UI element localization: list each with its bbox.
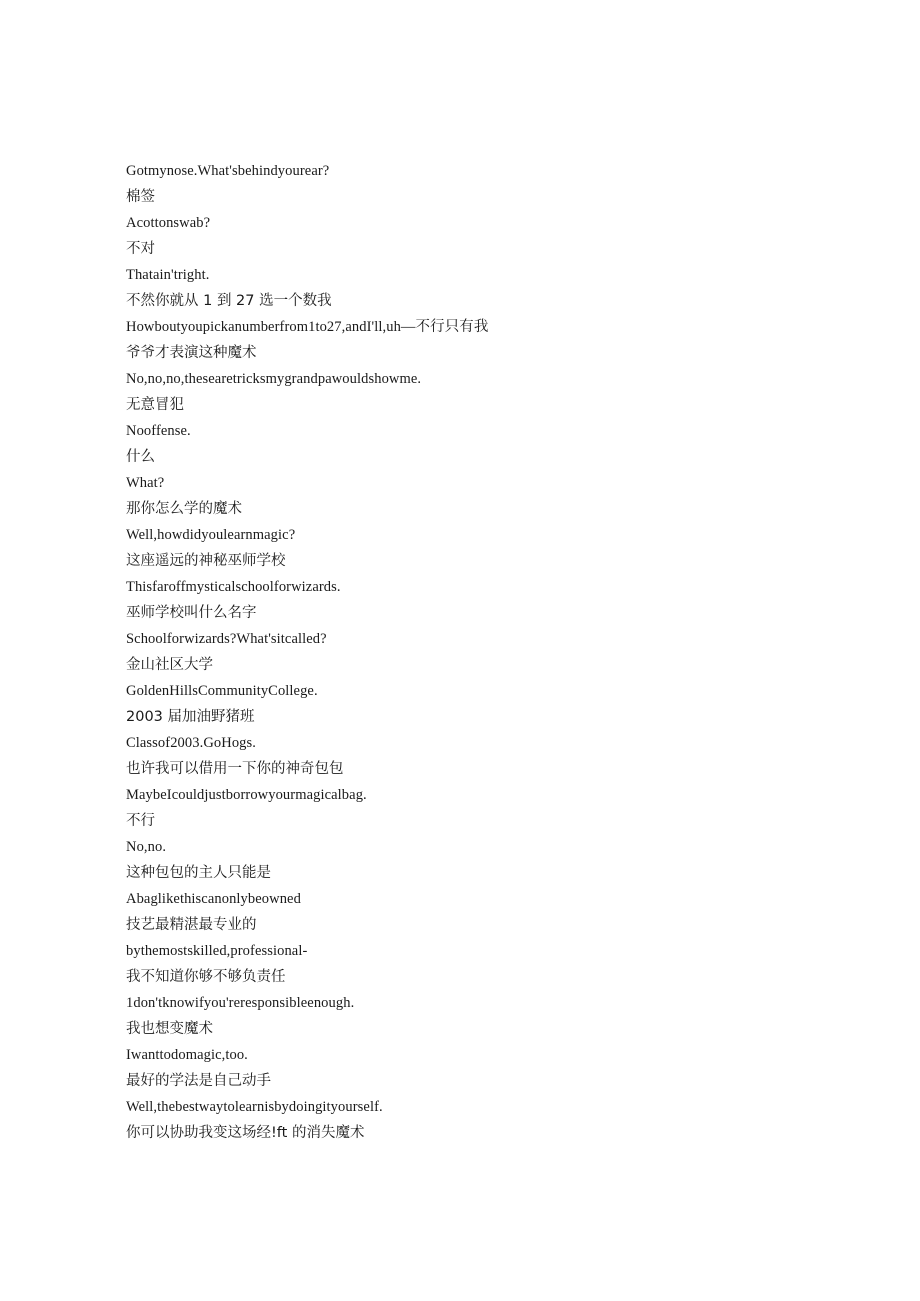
transcript-line-zh: 技艺最精湛最专业的 [126,917,257,933]
transcript-line-zh: 2003 届加油野猪班 [126,709,255,725]
transcript-line-zh: 棉签 [126,189,155,205]
transcript-line-en: Nooffense. [126,423,191,439]
transcript-line-en: Gotmynose.What'sbehindyourear? [126,163,330,179]
transcript-line-en: GoldenHillsCommunityCollege. [126,683,318,699]
transcript-line-en: MaybeIcouldjustborrowyourmagicalbag. [126,787,367,803]
transcript-line-zh: 我也想变魔术 [126,1021,213,1037]
transcript-line-zh: 什么 [126,449,155,465]
transcript-line-en: No,no,no,thesearetricksmygrandpawouldshowme. [126,371,422,387]
transcript-line-en: Well,howdidyoulearnmagic? [126,527,296,543]
transcript-line-zh: 无意冒犯 [126,397,184,413]
transcript-line-en: Iwanttodomagic,too. [126,1047,248,1063]
transcript-line-zh: 最好的学法是自己动手 [126,1073,271,1089]
transcript-line-zh: 这座遥远的神秘巫师学校 [126,553,286,569]
transcript-line-zh: 那你怎么学的魔术 [126,501,242,517]
transcript-line-en: No,no. [126,839,167,855]
transcript-line-en: 1don'tknowifyou'reresponsibleenough. [126,995,355,1011]
transcript-body [126,158,826,1146]
transcript-line-en: Well,thebestwaytolearnisbydoingityourself. [126,1099,383,1115]
transcript-line-zh: 爷爷才表演这种魔术 [126,345,257,361]
transcript-line-zh: 不对 [126,241,155,257]
transcript-line-zh: 不然你就从 1 到 27 选一个数我 [126,293,332,309]
transcript-line-en: bythemostskilled,professional- [126,943,308,959]
transcript-line-en: Acottonswab? [126,215,211,231]
transcript-line-zh: 巫师学校叫什么名字 [126,605,257,621]
transcript-line-zh: 不行 [126,813,155,829]
transcript-line-en: Abaglikethiscanonlybeowned [126,891,301,907]
transcript-line-en: Howboutyoupickanumberfrom1to27,andI'll,uh—不行只有我 [126,319,489,335]
transcript-line-zh: 我不知道你够不够负责任 [126,969,286,985]
transcript-line-en: Schoolforwizards?What'sitcalled? [126,631,327,647]
transcript-line-en: Thatain'tright. [126,267,210,283]
transcript-line-zh: 你可以协助我变这场经!ft 的消失魔术 [126,1125,365,1141]
transcript-line-zh: 金山社区大学 [126,657,213,673]
transcript-line-en: What? [126,475,165,491]
transcript-line-zh: 也许我可以借用一下你的神奇包包 [126,761,344,777]
transcript-line-en: Thisfaroffmysticalschoolforwizards. [126,579,341,595]
transcript-line-zh: 这种包包的主人只能是 [126,865,271,881]
transcript-line-en: Classof2003.GoHogs. [126,735,256,751]
